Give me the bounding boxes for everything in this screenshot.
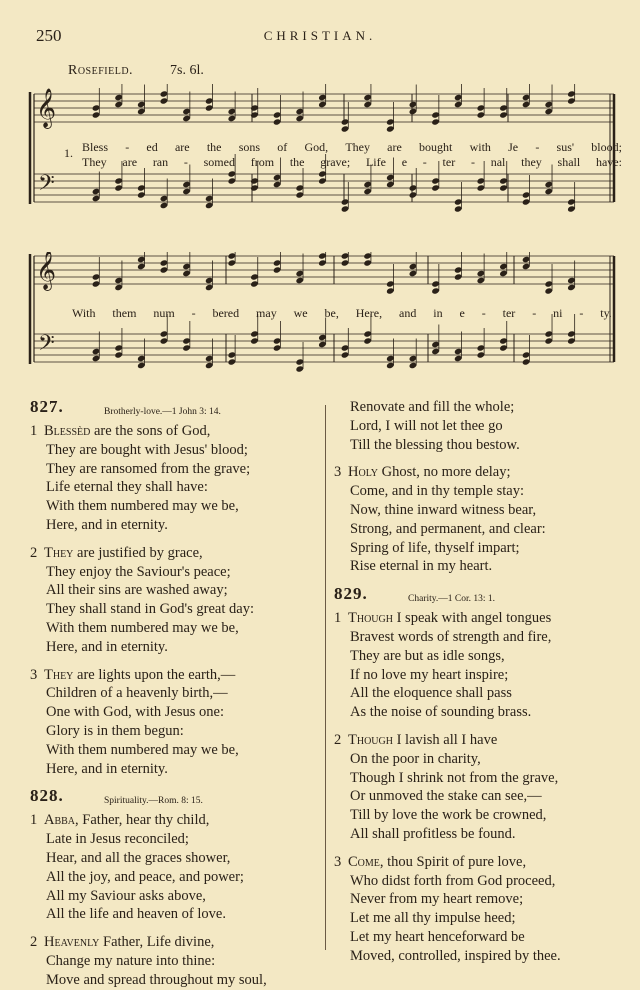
svg-text:𝄢: 𝄢 [38, 171, 55, 201]
lyric-syllable: are [122, 155, 138, 169]
column-rule [325, 405, 326, 950]
stanza-line: Never from my heart remove; [350, 891, 524, 908]
stanza-line: All their sins are washed away; [46, 582, 228, 599]
stanza-line: All my Saviour asks above, [46, 887, 206, 904]
stanza-line: Here, and in eternity. [46, 516, 168, 533]
lyric-syllable: ni [553, 306, 563, 320]
stanza-first-line [334, 853, 624, 872]
lyric-line [82, 140, 622, 155]
stanza-line: Here, and in eternity. [46, 760, 168, 777]
hymn-number: 827. [30, 397, 64, 416]
svg-text:𝄢: 𝄢 [38, 331, 55, 361]
stanza-number: 2 [30, 934, 38, 951]
hymn [30, 787, 320, 989]
lyric-syllable: They [82, 155, 107, 169]
lyric-syllable: may [256, 306, 277, 320]
stanza-first-line [30, 544, 320, 563]
stanza-line: Though I shrink not from the grave, [350, 769, 559, 786]
stanza-line: Now, thine inward witness bear, [350, 501, 537, 518]
lyric-syllable: in [433, 306, 443, 320]
stanza-first-word: Heavenly [44, 934, 100, 951]
stanza-line: One with God, with Jesus one: [46, 704, 225, 721]
stanza-line: Let my heart henceforward be [350, 928, 525, 945]
stanza-line: Moved, controlled, inspired by thee. [350, 947, 561, 964]
stanza-line-text: are the sons of God, [93, 423, 211, 439]
lyric-syllable: ty. [600, 306, 612, 320]
hymn [30, 398, 320, 778]
stanza-line-text: Father, Life divine, [103, 934, 215, 951]
stanza-first-word: They [44, 666, 74, 683]
lyric-syllable: - [481, 306, 486, 320]
stanza-line: They are but as idle songs, [350, 647, 505, 664]
stanza-number: 1 [30, 812, 38, 829]
stanza-line: Rise eternal in my heart. [350, 558, 493, 575]
lyric-syllable: with [469, 140, 491, 154]
stanza-line: They enjoy the Saviour's peace; [46, 563, 231, 580]
stanza-line-text: I speak with angel tongues [396, 610, 552, 627]
verse-number: 1. [64, 146, 73, 160]
lyric-syllable: - [422, 155, 427, 169]
stanza [334, 853, 624, 966]
lyric-syllable: grave; [320, 155, 351, 169]
stanza-line: With them numbered may we be, [46, 741, 239, 758]
lyric-syllable: somed [203, 155, 235, 169]
stanza-first-word: They [44, 544, 74, 561]
stanza-line: With them numbered may we be, [46, 498, 239, 515]
stanza-line: Glory is in them begun: [46, 722, 184, 739]
lyric-syllable: With [72, 306, 96, 320]
lyric-syllable: sons [238, 140, 261, 154]
tune-meter: 7s. 6l. [170, 63, 204, 78]
stanza-line: Here, and in eternity. [46, 638, 168, 655]
stanza-number: 2 [334, 731, 342, 748]
stanza-first-line [30, 422, 320, 441]
stanza-line: If no love my heart inspire; [350, 666, 509, 683]
stanza-number: 3 [334, 464, 342, 481]
lyric-syllable: ter [442, 155, 456, 169]
stanza-line: Let me all thy impulse heed; [350, 910, 516, 927]
stanza-line: They are ransomed from the grave; [46, 460, 251, 477]
lyric-line [82, 155, 622, 170]
lyric-syllable: of [277, 140, 288, 154]
lyric-syllable: nal [490, 155, 506, 169]
stanza-first-line [334, 463, 624, 482]
lyric-syllable: have: [595, 155, 622, 169]
stanza-line: Children of a heavenly birth,— [46, 685, 228, 702]
stanza-first-word: Come, [348, 853, 384, 870]
lyric-syllable: are [387, 140, 402, 154]
lyric-syllable: be, [324, 306, 339, 320]
lyric-syllable: from [250, 155, 275, 169]
lyric-syllable: num [153, 306, 175, 320]
lyric-syllable: and [399, 306, 417, 320]
stanza-line: Come, and in thy temple stay: [350, 483, 524, 500]
stanza-line: Till the blessing thou bestow. [350, 436, 520, 453]
stanza [334, 609, 624, 722]
stanza-line: Strong, and permanent, and clear: [350, 520, 546, 537]
lyric-syllable: - [532, 306, 537, 320]
lyric-syllable: Je [508, 140, 519, 154]
hymn-number: 829. [334, 584, 368, 604]
lyric-syllable: - [579, 306, 584, 320]
stanza-line: Who didst forth from God proceed, [350, 872, 556, 889]
lyric-syllable: e [459, 306, 465, 320]
stanza [30, 666, 320, 779]
tune-name: Rosefield. [68, 63, 134, 78]
stanza-first-line [30, 933, 320, 952]
lyric-syllable: ed [146, 140, 158, 154]
lyric-syllable: we [293, 306, 308, 320]
stanza-number: 2 [30, 544, 38, 561]
stanza-line: All the life and heaven of love. [46, 906, 226, 923]
lyric-syllable: are [174, 140, 190, 154]
stanza-line: Renovate and fill the whole; [350, 399, 515, 415]
stanza-first-line [30, 666, 320, 685]
hymn-topic: Brotherly-love.—1 John 3: 14. [104, 407, 221, 417]
stanza [334, 463, 624, 576]
stanza-line-text: , Father, hear thy child, [75, 812, 210, 829]
lyric-syllable: the [206, 140, 222, 154]
stanza-line: Spring of life, thyself impart; [350, 539, 520, 556]
lyric-syllable: sus' [556, 140, 575, 154]
stanza-line: Till by love the work be crowned, [350, 807, 547, 824]
stanza-line: With them numbered may we be, [46, 619, 239, 636]
stanza-first-line [334, 731, 624, 750]
stanza-line: Hear, and all the graces shower, [46, 849, 231, 866]
running-title: CHRISTIAN. [263, 28, 377, 43]
stanza-line: They shall stand in God's great day: [46, 601, 254, 618]
stanza-number: 1 [334, 610, 342, 627]
stanza-line: Move and spread throughout my soul, [46, 971, 267, 988]
lyric-syllable: - [535, 140, 540, 154]
lyric-syllable: ter [502, 306, 516, 320]
stanza-line: Change my nature into thine: [46, 952, 216, 969]
hymn [334, 585, 624, 965]
lyric-syllable: They [345, 140, 370, 154]
stanza-first-word: Holy [348, 464, 379, 481]
stanza-first-line [334, 609, 624, 628]
left-column [30, 398, 320, 990]
stanza-line: Lord, I will not let thee go [350, 417, 503, 434]
stanza-line: Or unmoved the stake can see,— [350, 788, 542, 805]
lyric-line [72, 306, 612, 321]
page-number: 250 [36, 26, 62, 45]
stanza [30, 422, 320, 535]
stanza [30, 544, 320, 657]
lyric-syllable: bered [212, 306, 240, 320]
lyric-syllable: God, [304, 140, 329, 154]
hymn-number: 828. [30, 786, 64, 806]
stanza-number: 3 [334, 853, 342, 870]
lyric-syllable: ran [152, 155, 169, 169]
stanza-first-word: Blessèd [44, 423, 91, 439]
lyric-syllable: Life [365, 155, 386, 169]
stanza-first-line [30, 811, 320, 830]
stanza [30, 811, 320, 924]
stanza-first-word: Abba [44, 812, 76, 829]
lyric-syllable: Bless [82, 140, 109, 154]
lyric-syllable: e [401, 155, 408, 169]
hymn-header [30, 398, 320, 420]
right-column [334, 398, 624, 975]
stanza-line-text: are lights upon the earth,— [77, 666, 236, 683]
stanza-line-text: Ghost, no more delay; [381, 464, 511, 481]
stanza-line: All the joy, and peace, and power; [46, 868, 244, 885]
lyric-syllable: - [183, 155, 188, 169]
lyric-syllable: the [289, 155, 305, 169]
stanza-line: Bravest words of strength and fire, [350, 628, 552, 645]
lyric-syllable: - [191, 306, 196, 320]
stanza-line-text: are justified by grace, [77, 544, 203, 561]
lyric-syllable: - [125, 140, 130, 154]
hymn-topic: Spirituality.—Rom. 8: 15. [104, 796, 203, 807]
lyric-syllable: blood; [591, 140, 622, 154]
lyric-syllable: they [521, 155, 542, 169]
svg-text:𝄞: 𝄞 [36, 88, 57, 128]
stanza-line: They are bought with Jesus' blood; [46, 441, 248, 458]
svg-text:𝄞: 𝄞 [36, 252, 57, 290]
lyric-syllable: Here, [355, 306, 383, 320]
stanza [334, 731, 624, 844]
stanza-first-word: Though [348, 731, 393, 748]
lyric-syllable: bought [419, 140, 453, 154]
stanza-line-text: I lavish all I have [396, 731, 498, 748]
lyric-syllable: them [112, 306, 137, 320]
stanza [30, 933, 320, 989]
stanza-line-text: thou Spirit of pure love, [387, 853, 527, 870]
stanza-line: As the noise of sounding brass. [350, 704, 532, 721]
stanza-line: All shall profitless be found. [350, 825, 516, 842]
stanza-first-word: Though [348, 610, 393, 627]
hymn-header [30, 787, 320, 809]
stanza-line: Late in Jesus reconciled; [46, 831, 189, 848]
stanza-continued [334, 398, 624, 454]
stanza-line: On the poor in charity, [350, 750, 481, 767]
stanza-line: All the eloquence shall pass [350, 685, 512, 702]
stanza-line: Life eternal they shall have: [46, 479, 208, 496]
hymn-header [334, 585, 624, 607]
hymn-topic: Charity.—1 Cor. 13: 1. [408, 594, 495, 605]
lyric-syllable: shall [557, 155, 581, 169]
stanza-number: 1 [30, 423, 38, 439]
stanza-number: 3 [30, 666, 38, 683]
lyric-syllable: - [470, 155, 475, 169]
